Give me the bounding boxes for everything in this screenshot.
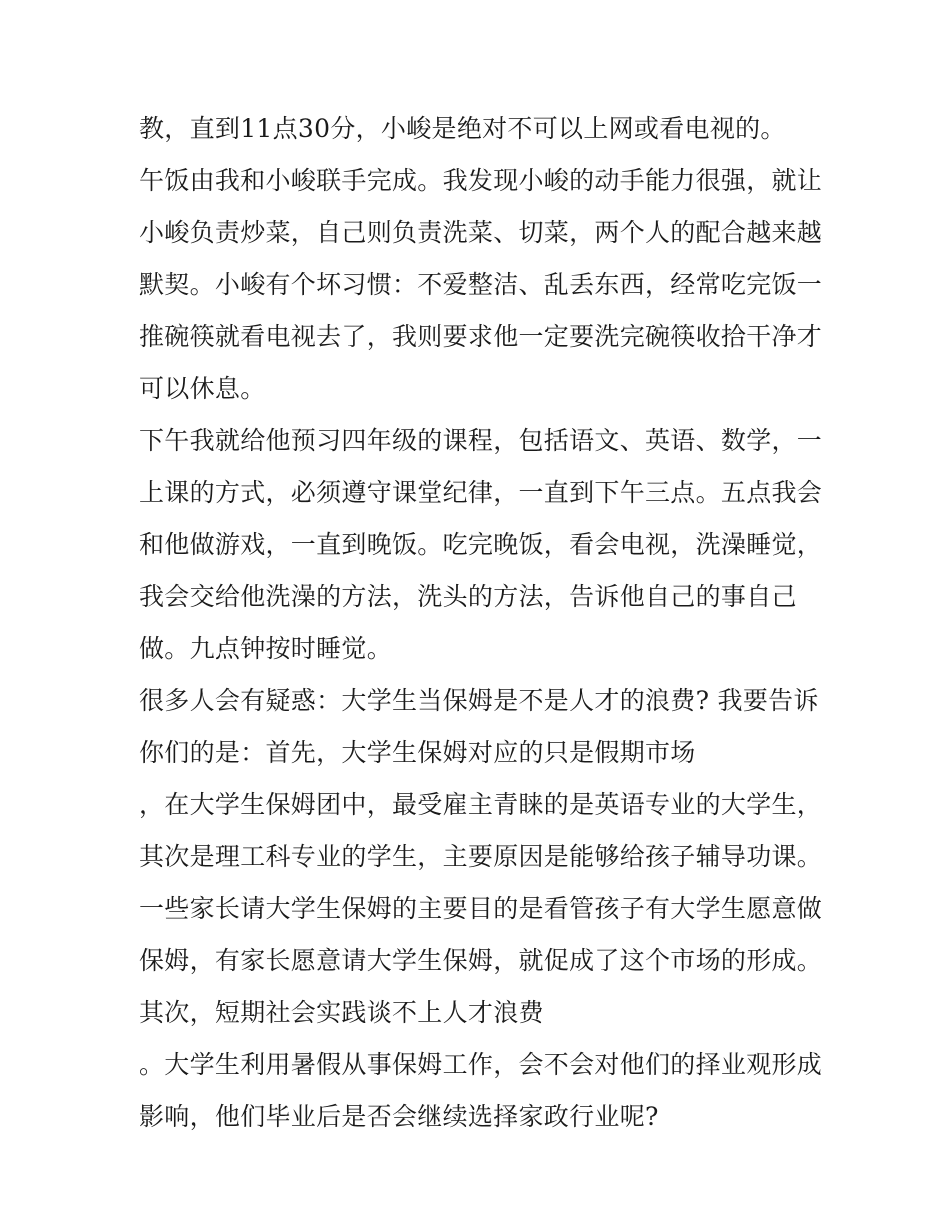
text-line: 其次是理工科专业的学生，主要原因是能够给孩子辅导功课。 (139, 842, 823, 871)
text-line: 一些家长请大学生保姆的主要目的是看管孩子有大学生愿意做 (139, 894, 823, 923)
text-line: 影响，他们毕业后是否会继续选择家政行业呢? (139, 1102, 659, 1131)
text-line: 和他做游戏，一直到晚饭。吃完晚饭，看会电视，洗澡睡觉， (139, 530, 823, 559)
text-line: 默契。小峻有个坏习惯：不爱整洁、乱丢东西，经常吃完饭一 (139, 270, 823, 299)
text-line: ，在大学生保姆团中，最受雇主青睐的是英语专业的大学生， (139, 790, 823, 819)
text-line: 上课的方式，必须遵守课堂纪律，一直到下午三点。五点我会 (139, 478, 823, 507)
text-line: 午饭由我和小峻联手完成。我发现小峻的动手能力很强，就让 (139, 166, 823, 195)
text-line: 我会交给他洗澡的方法，洗头的方法，告诉他自己的事自己 (139, 582, 797, 611)
text-line: 小峻负责炒菜，自己则负责洗菜、切菜，两个人的配合越来越 (139, 218, 823, 247)
text-line: 推碗筷就看电视去了，我则要求他一定要洗完碗筷收拾干净才 (139, 322, 823, 351)
text-line: 下午我就给他预习四年级的课程，包括语文、英语、数学，一 (139, 426, 823, 455)
text-line: 教，直到11点30分，小峻是绝对不可以上网或看电视的。 (139, 114, 786, 143)
text-line: 做。九点钟按时睡觉。 (139, 634, 393, 663)
text-line: 。大学生利用暑假从事保姆工作，会不会对他们的择业观形成 (139, 1050, 823, 1079)
text-line: 你们的是：首先，大学生保姆对应的只是假期市场 (139, 738, 696, 767)
text-line: 其次，短期社会实践谈不上人才浪费 (139, 998, 544, 1027)
text-line: 保姆，有家长愿意请大学生保姆，就促成了这个市场的形成。 (139, 946, 823, 975)
text-line: 可以休息。 (139, 374, 266, 403)
text-line: 很多人会有疑惑：大学生当保姆是不是人才的浪费? 我要告诉 (139, 686, 819, 715)
